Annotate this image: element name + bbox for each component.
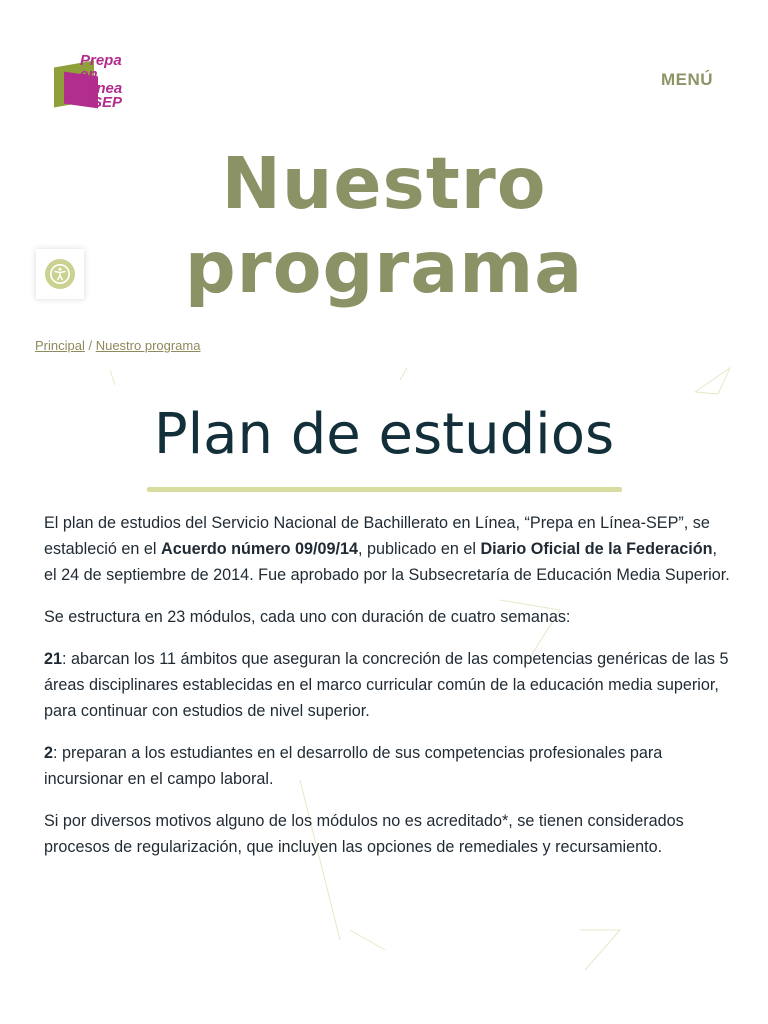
page-title: [0, 142, 768, 310]
section-title-underline: [147, 487, 622, 492]
breadcrumb-current-link[interactable]: Nuestro programa: [95, 338, 201, 353]
menu-button[interactable]: MENÚ: [660, 70, 713, 89]
prepa-en-linea-sep-logo[interactable]: [52, 54, 136, 116]
paragraph-regularization: Si por diversos motivos alguno de los módulos no es acreditado*, se tienen considerados procesos de regularización, que incluyen las opciones de remediales y recursamiento.: [44, 812, 684, 856]
paragraph-structure: Se estructura en 23 módulos, cada uno con duración de cuatro semanas:: [44, 608, 571, 626]
accessibility-icon: [45, 259, 75, 289]
accessibility-button[interactable]: [36, 249, 84, 299]
breadcrumb: [35, 338, 200, 353]
paragraph-2-modules: 2: preparan a los estudiantes en el desarrollo de sus competencias profesionales para incursionar en el campo laboral.: [44, 744, 663, 788]
content-body: [44, 510, 730, 876]
section-title: Plan de estudios: [153, 402, 615, 467]
paragraph-intro: El plan de estudios del Servicio Nacional de Bachillerato en Línea, “Prepa en Línea-SEP”, se estableció en el Acuerdo número 09/09/14, publicado en el Diario Oficial de la Federación, el 24 de septiembre de 2014. Fue aprobado por la Subsecretaría de Educación Media Superior.: [44, 514, 730, 584]
logo-text: Prepa en línea SEP: [80, 52, 123, 111]
breadcrumb-home-link[interactable]: Principal: [35, 338, 85, 353]
page-title-line-2: programa: [184, 226, 584, 309]
page-title-line-1: Nuestro: [221, 142, 547, 225]
paragraph-21-modules: 21: abarcan los 11 ámbitos que aseguran la concreción de las competencias genéricas de las 5 áreas disciplinares establecidas en el marco curricular común de la educación media superior, para continuar con estudios de nivel superior.: [44, 650, 729, 720]
breadcrumb-separator: /: [84, 338, 96, 353]
